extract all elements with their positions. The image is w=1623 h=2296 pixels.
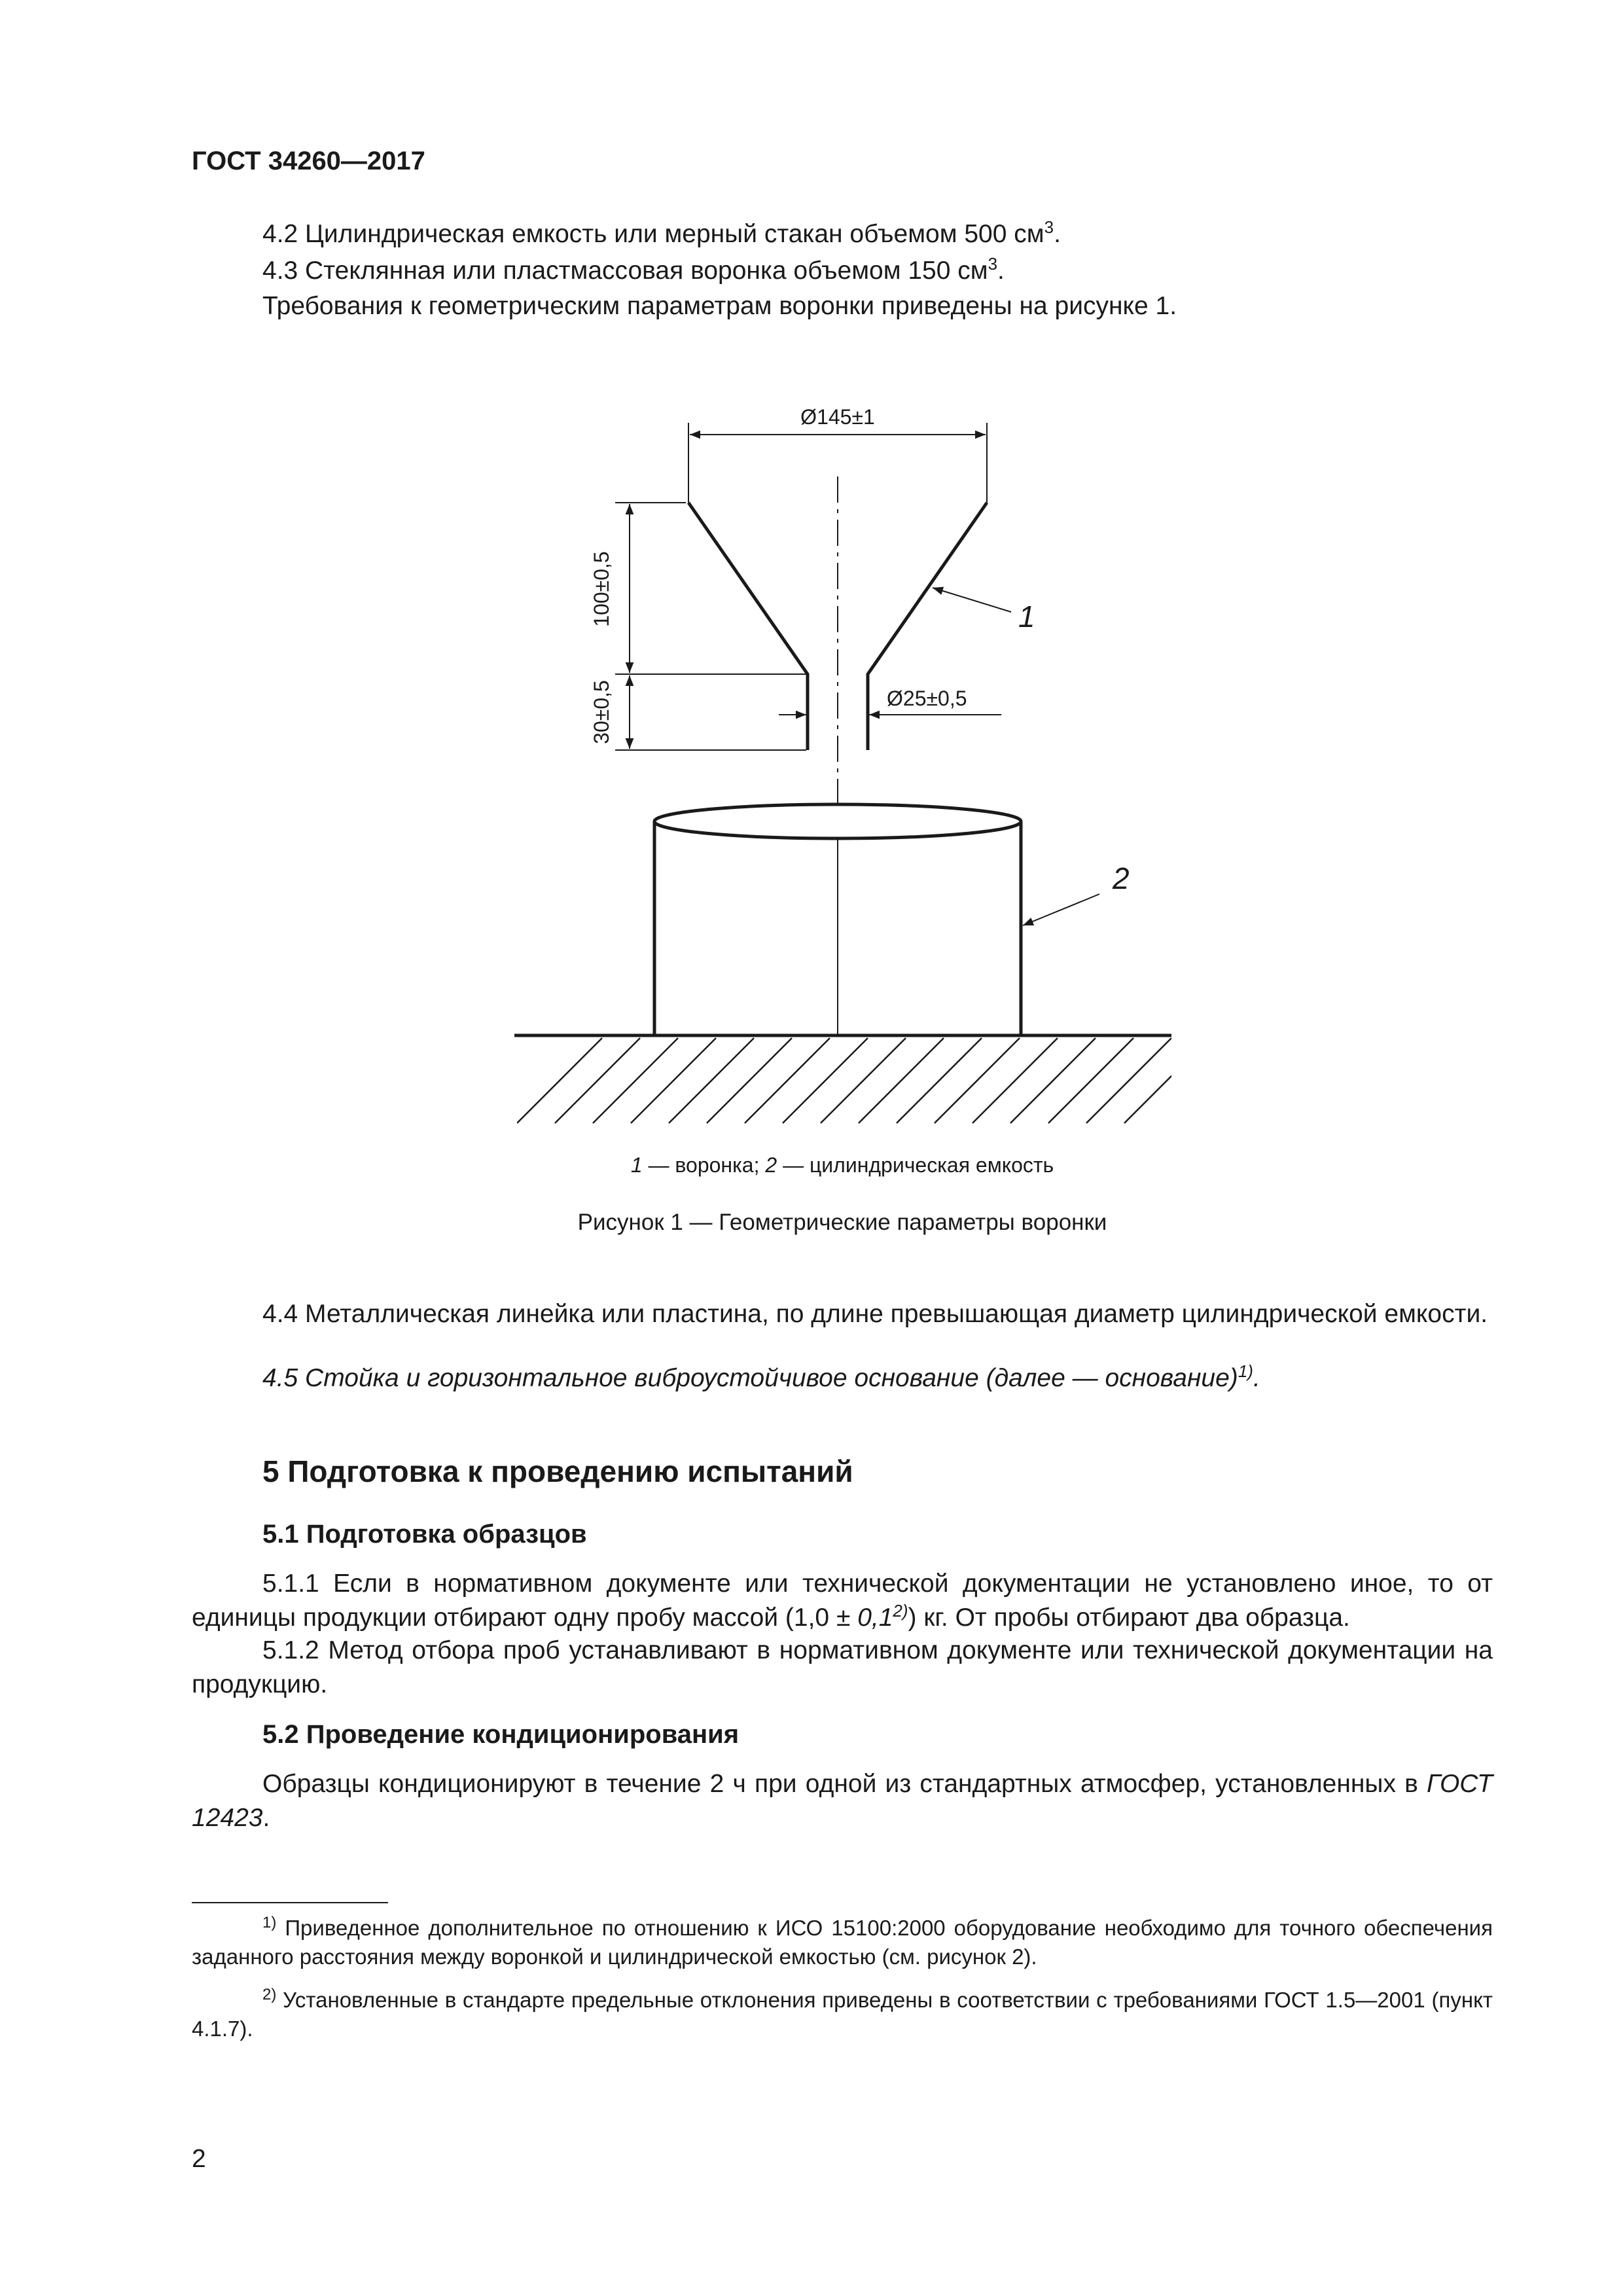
figure-reference-text: Требования к геометрическим параметрам воронки приведены на рисунке 1.	[262, 292, 1177, 320]
figure-legend: 1 — воронка; 2 — цилиндрическая емкость	[630, 1153, 1054, 1177]
leader-line-2	[1023, 894, 1099, 925]
cylinder-top-rim	[654, 804, 1021, 838]
item-4-5: 4.5 Стойка и горизонтальное виброустойчивое основание (далее — основание)$^{1)}$.	[262, 1361, 1260, 1392]
funnel-left-wall	[688, 503, 808, 750]
section-5-title: 5 Подготовка к проведению испытаний	[262, 1454, 853, 1488]
funnel-right-wall	[868, 503, 987, 750]
callout-label-2: 2	[1113, 861, 1130, 895]
item-5-1-2: 5.1.2 Метод отбора проб устанавливают в нормативном документе или технической документации на продукцию.	[192, 1636, 1493, 1698]
dim-label-height-100: 100±0,5	[590, 551, 613, 627]
document-code: ГОСТ 34260—2017	[192, 147, 425, 175]
callout-label-1: 1	[1018, 600, 1035, 634]
dim-label-neck-diameter: Ø25±0,5	[887, 687, 967, 710]
item-4-3: 4.3 Стеклянная или пластмассовая воронка объемом 150 $см^3$.	[262, 254, 1005, 285]
item-5-2-text: Образцы кондиционируют в течение 2 ч при одной из стандартных атмосфер, установленных в ГОСТ 12423.	[192, 1770, 1493, 1832]
item-4-2: 4.2 Цилиндрическая емкость или мерный стакан объемом 500 $см^3$.	[262, 217, 1061, 248]
item-4-4: 4.4 Металлическая линейка или пластина, по длине превышающая диаметр цилиндрической емкости.	[262, 1300, 1488, 1328]
subsection-5-1-title: 5.1 Подготовка образцов	[262, 1520, 587, 1549]
footnote-separator	[192, 1902, 388, 1903]
subsection-5-2-title: 5.2 Проведение кондиционирования	[262, 1720, 740, 1749]
figure-caption: Рисунок 1 — Геометрические параметры воронки	[577, 1210, 1107, 1235]
dim-label-height-30: 30±0,5	[590, 680, 613, 744]
item-5-1-1: 5.1.1 Если в нормативном документе или технической документации не установлено иное, то от единицы продукции отбирают одну пробу массой $(1,0 \pm 0,1^{2)})$ кг. От пробы отбирают два образца.	[192, 1570, 1493, 1632]
ground-hatching	[517, 1038, 1209, 1123]
footnote-2: $^{2)}$ Установленные в стандарте предельные отклонения приведены в соответствии с требованиями ГОСТ 1.5—2001 (пункт 4.1.7).	[192, 1986, 1493, 2041]
page-number: 2	[192, 2145, 206, 2173]
footnote-1: $^{1)}$ Приведенное дополнительное по отношению к ИСО 15100:2000 оборудование необходимо для точного обеспечения заданного расстояния между воронкой и цилиндрической емкостью (см. рисунок 2).	[192, 1914, 1493, 1969]
leader-line-1	[933, 588, 1011, 612]
dim-label-top-diameter: Ø145±1	[800, 405, 875, 429]
